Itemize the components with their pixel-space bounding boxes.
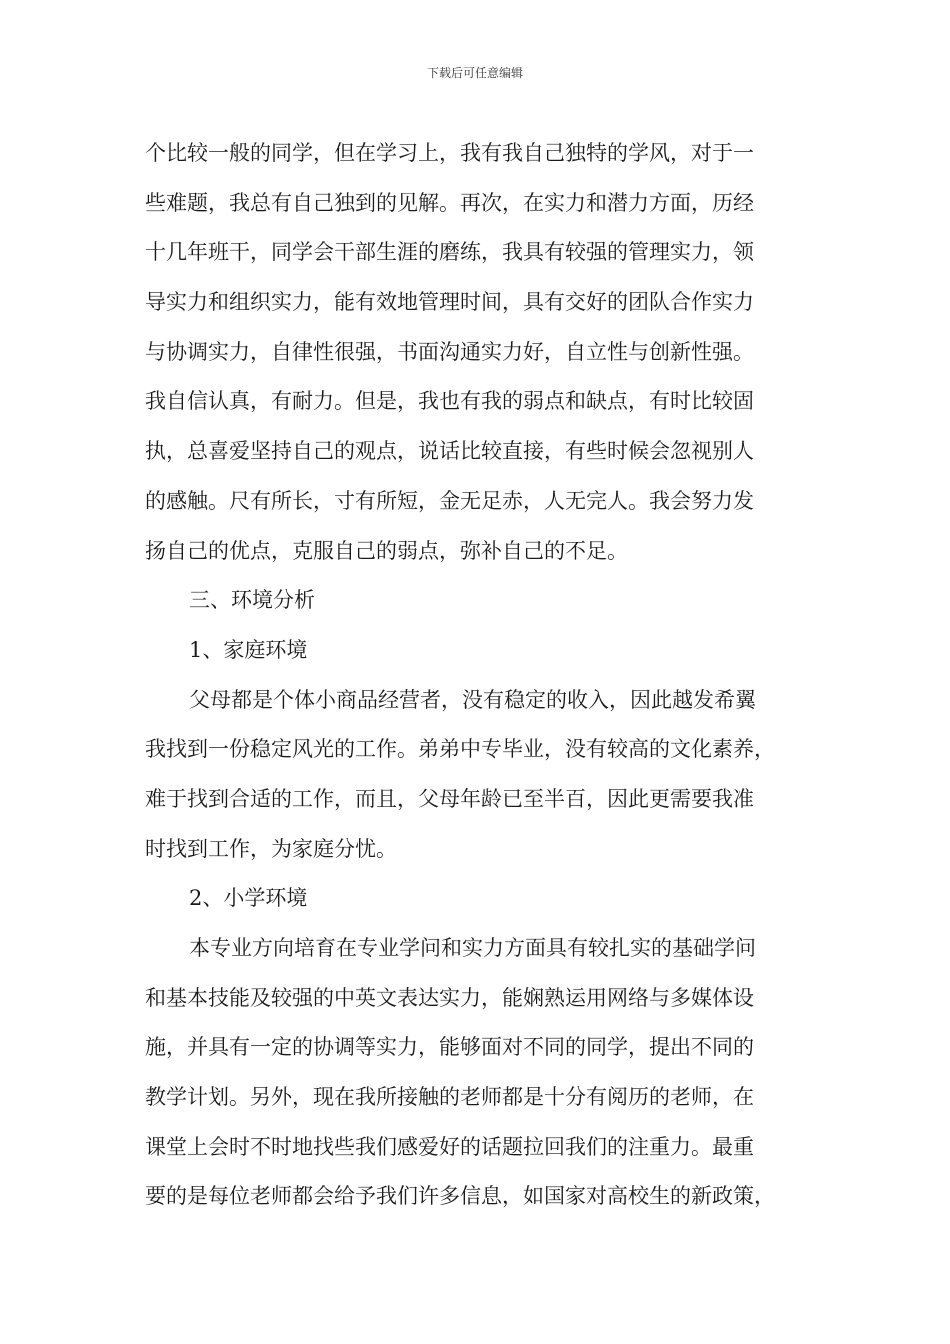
text-line: 时找到工作，为家庭分忧。 [145, 836, 397, 861]
subsection-heading: 1、家庭环境 [189, 637, 308, 662]
text-line: 我找到一份稳定风光的工作。弟弟中专毕业，没有较高的文化素养， [145, 737, 775, 762]
text-line: 扬自己的优点，克服自己的弱点，弥补自己的不足。 [145, 538, 628, 563]
text-line: 我自信认真，有耐力。但是，我也有我的弱点和缺点，有时比较固 [145, 389, 754, 414]
text-line: 十几年班干，同学会干部生涯的磨练，我具有较强的管理实力，领 [145, 240, 754, 265]
text-line: 教学计划。另外，现在我所接触的老师都是十分有阅历的老师，在 [145, 1085, 754, 1110]
text-line: 的感触。尺有所长，寸有所短，金无足赤，人无完人。我会努力发 [145, 488, 754, 513]
text-line: 导实力和组织实力，能有效地管理时间，具有交好的团队合作实力 [145, 290, 754, 315]
text-line: 难于找到合适的工作，而且，父母年龄已至半百，因此更需要我准 [145, 786, 754, 811]
text-line: 要的是每位老师都会给予我们许多信息，如国家对高校生的新政策， [145, 1184, 775, 1209]
text-line: 与协调实力，自律性很强，书面沟通实力好，自立性与创新性强。 [145, 339, 754, 364]
text-line: 和基本技能及较强的中英文表达实力，能娴熟运用网络与多媒体设 [145, 985, 754, 1010]
text-line: 父母都是个体小商品经营者，没有稳定的收入，因此越发希翼 [189, 687, 756, 712]
text-line: 个比较一般的同学，但在学习上，我有我自己独特的学风，对于一 [145, 141, 754, 165]
text-line: 些难题，我总有自己独到的见解。再次，在实力和潜力方面，历经 [145, 190, 754, 215]
text-line: 本专业方向培育在专业学问和实力方面具有较扎实的基础学问 [189, 936, 756, 960]
text-line: 施，并具有一定的协调等实力，能够面对不同的同学，提出不同的 [145, 1035, 754, 1060]
page-header: 下载后可任意编辑 [426, 66, 523, 80]
subsection-heading: 2、小学环境 [189, 886, 308, 911]
text-line: 执，总喜爱坚持自己的观点，说话比较直接，有些时候会忽视别人 [145, 439, 754, 464]
body-text [145, 129, 835, 1222]
section-heading: 三、环境分析 [189, 588, 315, 613]
text-line: 课堂上会时不时地找些我们感爱好的话题拉回我们的注重力。最重 [145, 1134, 754, 1159]
